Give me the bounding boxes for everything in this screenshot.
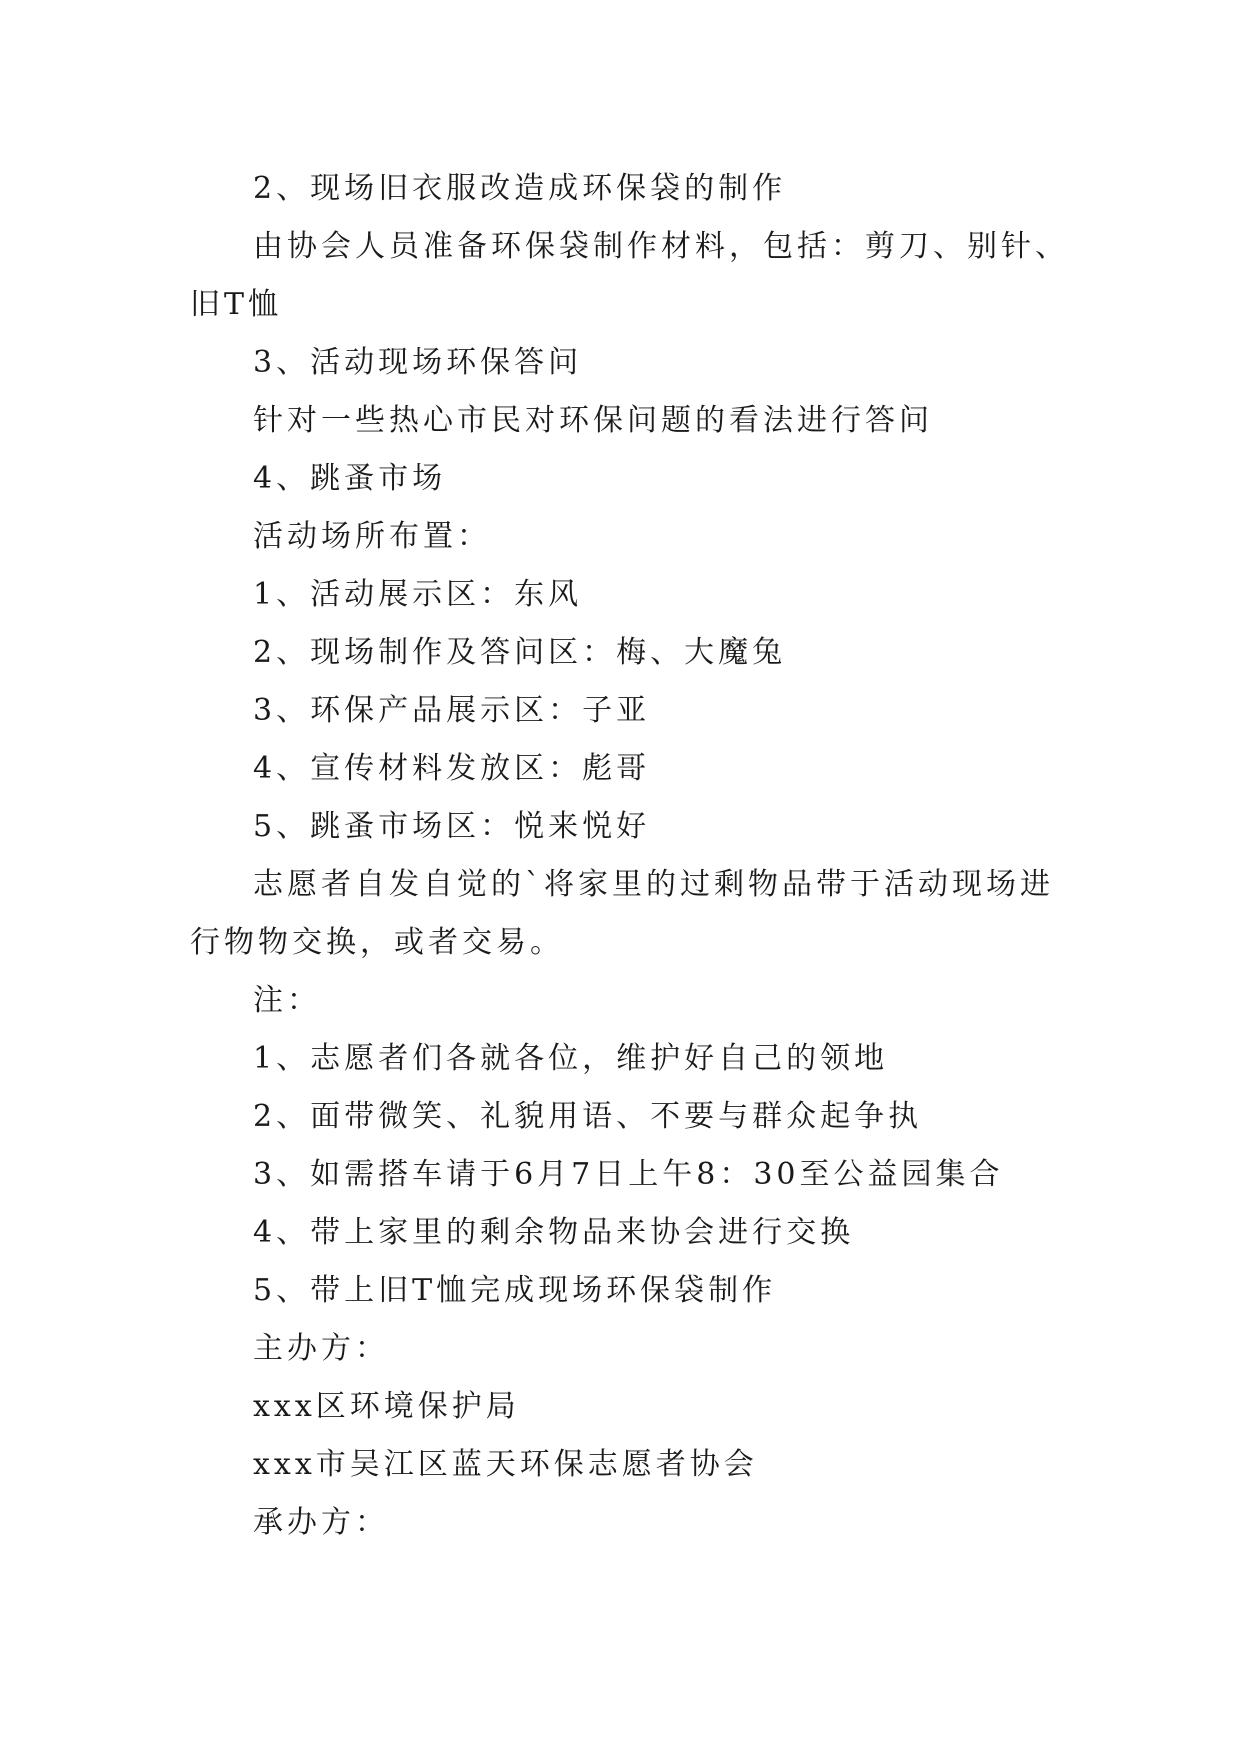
notes-heading: 注： <box>253 983 321 1018</box>
materials-paragraph: 由协会人员准备环保袋制作材料，包括：剪刀、别针、 <box>253 229 1069 264</box>
venue-area-2: 2、现场制作及答问区：梅、大魔兔 <box>253 635 787 670</box>
organizer-2: xxx市吴江区蓝天环保志愿者协会 <box>253 1447 758 1482</box>
venue-area-5: 5、跳蚤市场区：悦来悦好 <box>253 809 651 844</box>
qa-paragraph: 针对一些热心市民对环保问题的看法进行答问 <box>253 403 933 438</box>
volunteer-paragraph-continued: 行物物交换，或者交易。 <box>190 925 564 960</box>
venue-area-3: 3、环保产品展示区：子亚 <box>253 693 651 728</box>
note-2: 2、面带微笑、礼貌用语、不要与群众起争执 <box>253 1099 923 1134</box>
venue-area-1: 1、活动展示区：东风 <box>253 577 583 612</box>
note-4: 4、带上家里的剩余物品来协会进行交换 <box>253 1215 855 1250</box>
note-1: 1、志愿者们各就各位，维护好自己的领地 <box>253 1041 889 1076</box>
venue-area-4: 4、宣传材料发放区：彪哥 <box>253 751 651 786</box>
document-body <box>190 160 1080 1552</box>
item-3-heading: 3、活动现场环保答问 <box>253 345 583 380</box>
note-3: 3、如需搭车请于6月7日上午8：30至公益园集合 <box>253 1157 1004 1192</box>
organizer-1: xxx区环境保护局 <box>253 1389 520 1424</box>
note-5: 5、带上旧T恤完成现场环保袋制作 <box>253 1273 777 1308</box>
item-4-heading: 4、跳蚤市场 <box>253 461 447 496</box>
materials-paragraph-continued: 旧T恤 <box>190 287 283 322</box>
co-organizer-heading: 承办方： <box>253 1505 389 1540</box>
item-2-heading: 2、现场旧衣服改造成环保袋的制作 <box>253 171 787 206</box>
venue-layout-heading: 活动场所布置： <box>253 519 491 554</box>
organizer-heading: 主办方： <box>253 1331 389 1366</box>
volunteer-paragraph: 志愿者自发自觉的`将家里的过剩物品带于活动现场进 <box>253 867 1054 902</box>
